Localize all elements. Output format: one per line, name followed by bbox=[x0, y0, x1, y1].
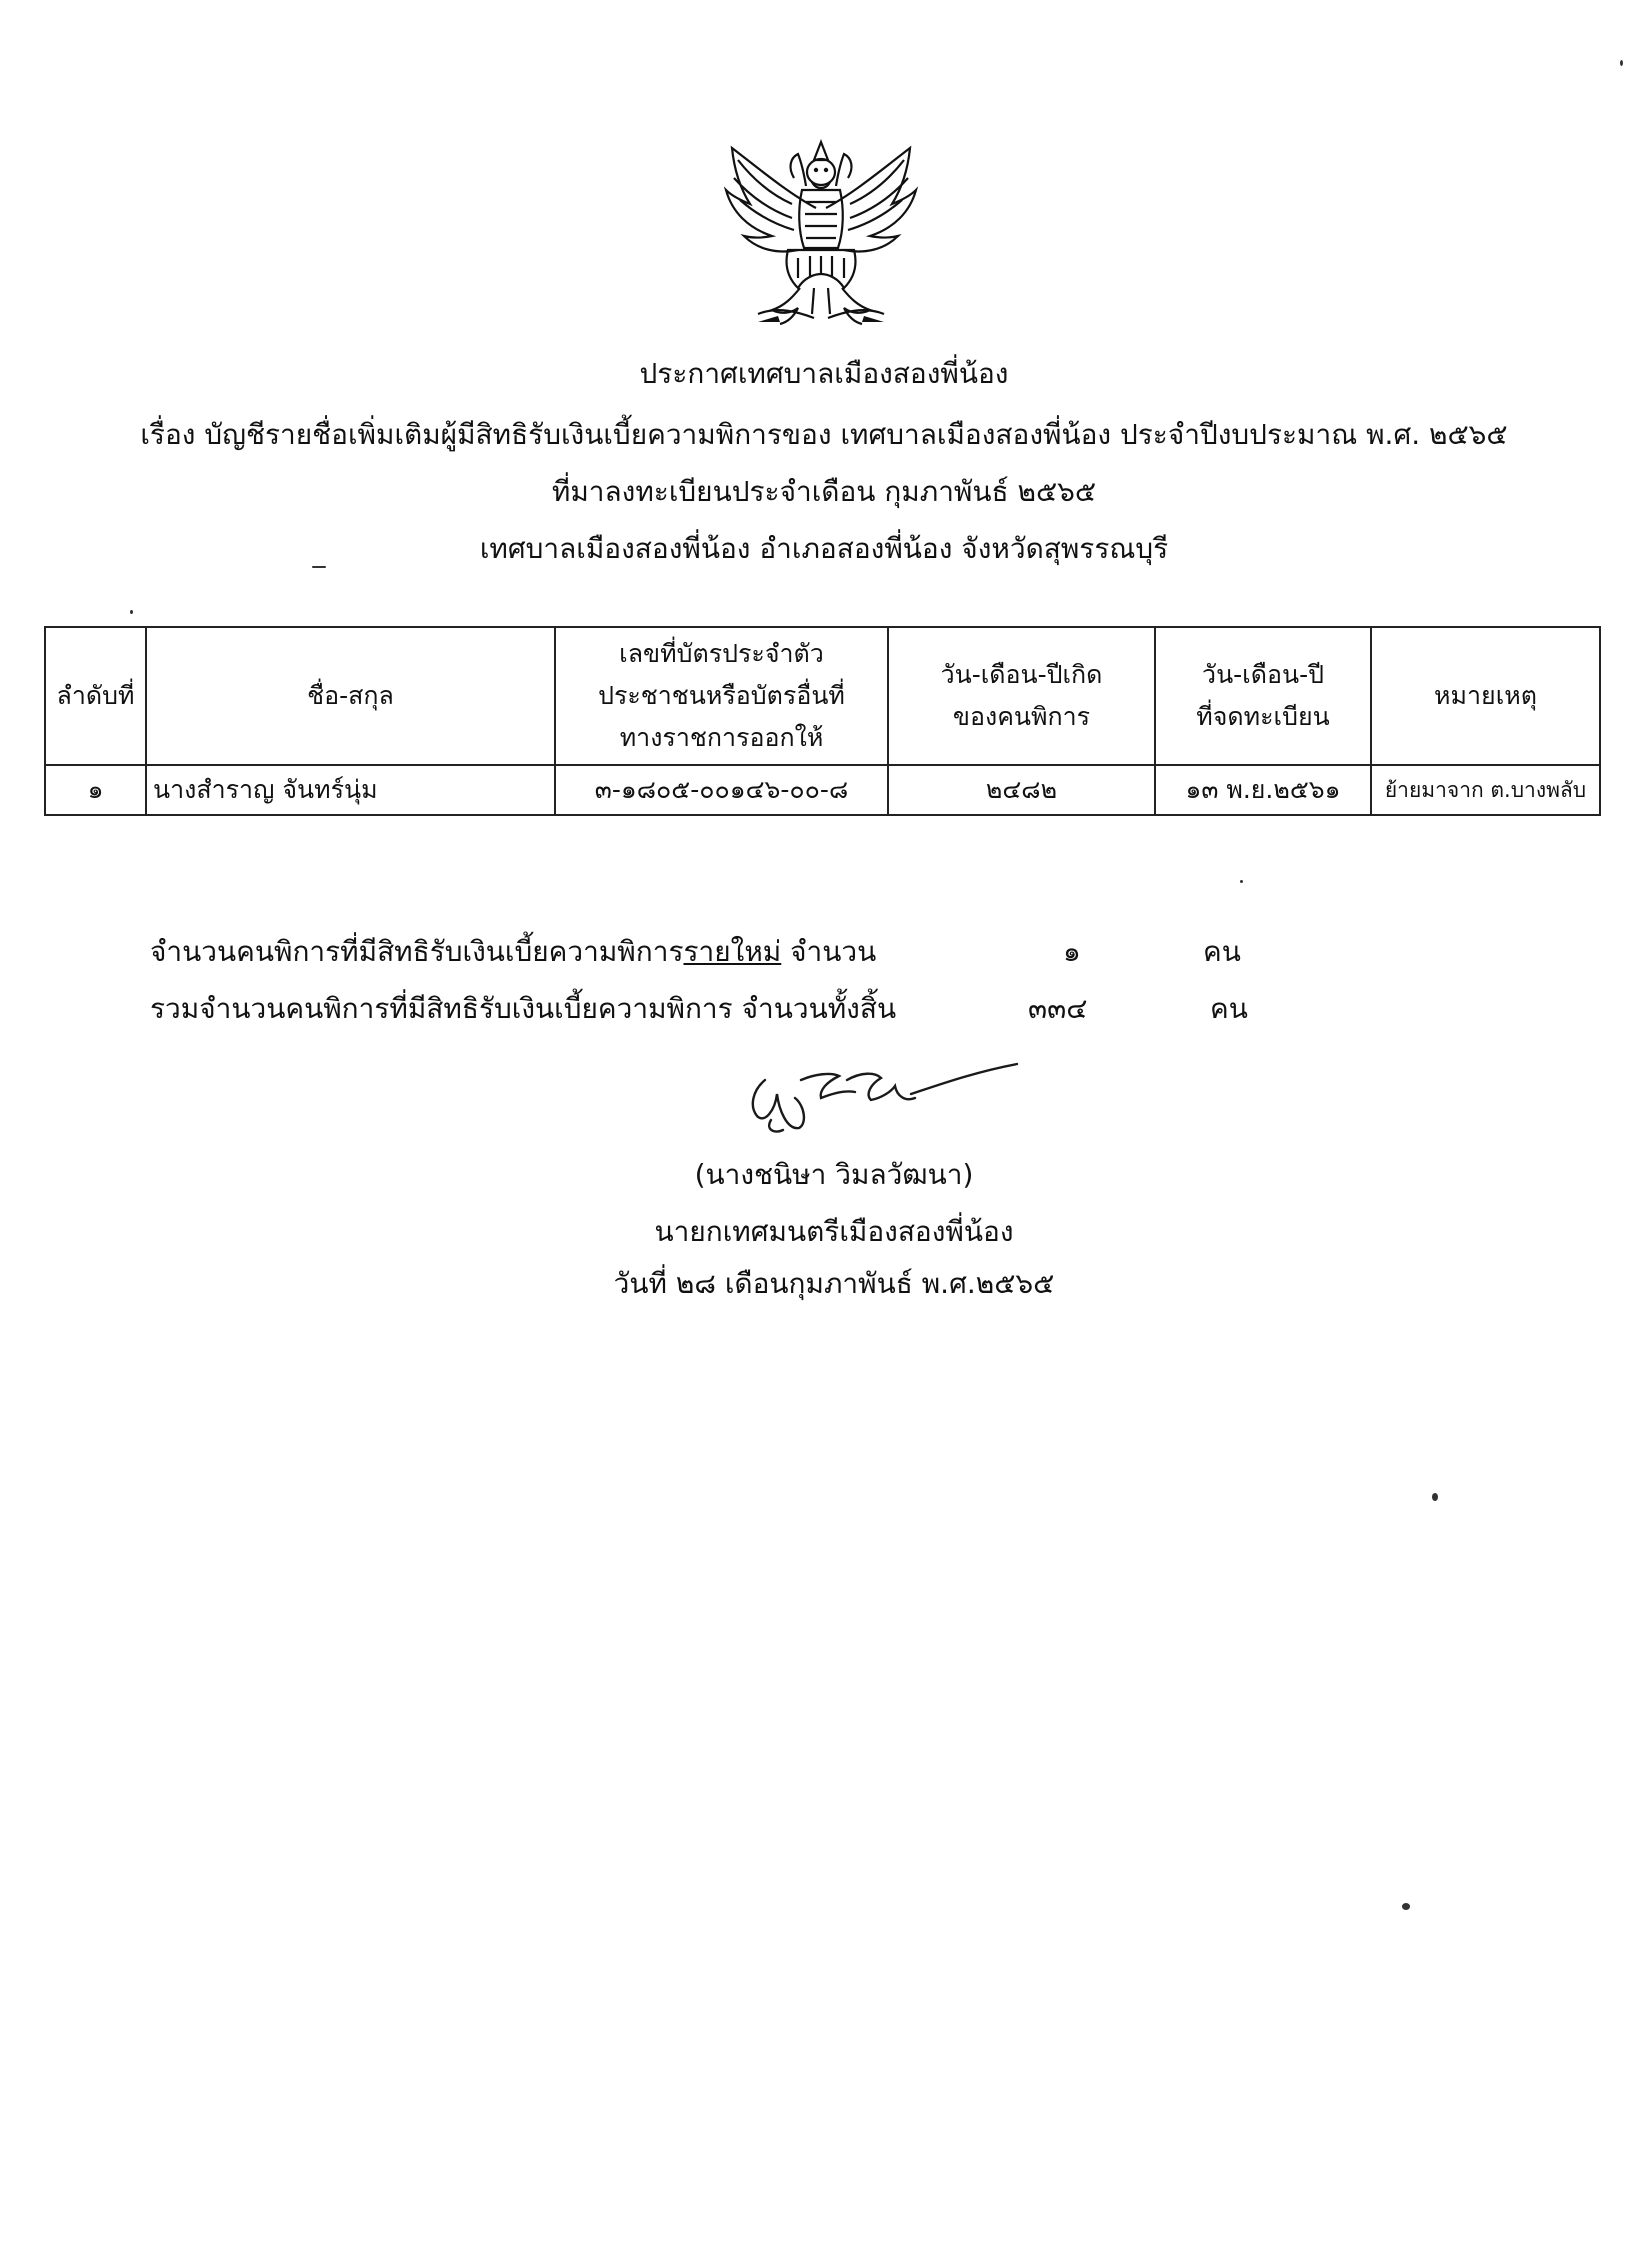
signature-date: วันที่ ๒๘ เดือนกุมภาพันธ์ พ.ศ.๒๕๖๕ bbox=[613, 1267, 1055, 1300]
col-header-registered bbox=[1155, 627, 1371, 765]
cell-birth-year: ๒๔๘๒ bbox=[888, 765, 1155, 815]
total-beneficiaries-unit: คน bbox=[1210, 992, 1248, 1025]
col-header-name: ชื่อ-สกุล bbox=[146, 627, 555, 765]
cell-registered-date: ๑๓ พ.ย.๒๕๖๑ bbox=[1155, 765, 1371, 815]
registration-month: ที่มาลงทะเบียนประจำเดือน กุมภาพันธ์ ๒๕๖๕ bbox=[551, 475, 1097, 508]
col-header-id-line1: เลขที่บัตรประจำตัว bbox=[619, 639, 824, 668]
col-header-dob-line1: วัน-เดือน-ปีเกิด bbox=[940, 660, 1103, 689]
new-beneficiaries-label bbox=[150, 930, 876, 974]
garuda-emblem bbox=[718, 138, 924, 328]
total-beneficiaries-count: ๓๓๔ bbox=[1028, 992, 1088, 1025]
cell-note: ย้ายมาจาก ต.บางพลับ bbox=[1371, 765, 1600, 815]
scan-speck bbox=[130, 610, 133, 614]
cell-name: นางสำราญ จันทร์นุ่ม bbox=[146, 765, 555, 815]
total-beneficiaries-label: รวมจำนวนคนพิการที่มีสิทธิรับเงินเบี้ยความพิการ จำนวนทั้งสิ้น bbox=[150, 992, 897, 1025]
col-header-id bbox=[555, 627, 888, 765]
col-header-id-line2: ประชาชนหรือบัตรอื่นที่ bbox=[598, 681, 845, 710]
col-header-id-line3: ทางราชการออกให้ bbox=[619, 723, 824, 752]
signatory-name: (นางชนิษา วิมลวัฒนา) bbox=[694, 1158, 974, 1191]
col-header-registered-line1: วัน-เดือน-ปี bbox=[1202, 660, 1324, 689]
mayor-signature bbox=[735, 1050, 1025, 1140]
signatory-title: นายกเทศมนตรีเมืองสองพี่น้อง bbox=[654, 1215, 1014, 1248]
announcement-subject: เรื่อง บัญชีรายชื่อเพิ่มเติมผู้มีสิทธิรับเงินเบี้ยความพิการของ เทศบาลเมืองสองพี่น้อง ประจำปีงบประมาณ พ.ศ. ๒๕๖๕ bbox=[140, 418, 1508, 451]
scan-speck bbox=[1402, 1903, 1410, 1910]
col-header-dob-line2: ของคนพิการ bbox=[952, 702, 1091, 731]
scan-speck bbox=[1432, 1493, 1438, 1501]
new-beneficiaries-count: ๑ bbox=[1063, 935, 1081, 968]
announcement-title: ประกาศเทศบาลเมืองสองพี่น้อง bbox=[639, 357, 1009, 390]
new-beneficiaries-unit: คน bbox=[1203, 935, 1241, 968]
col-header-seq: ลำดับที่ bbox=[45, 627, 146, 765]
scan-speck bbox=[312, 566, 326, 568]
new-label-pre: จำนวนคนพิการที่มีสิทธิรับเงินเบี้ยความพิการ bbox=[150, 935, 684, 968]
cell-id-number: ๓-๑๘๐๕-๐๐๑๔๖-๐๐-๘ bbox=[555, 765, 888, 815]
col-header-dob bbox=[888, 627, 1155, 765]
table-row bbox=[45, 765, 1600, 815]
table-header-row bbox=[45, 627, 1600, 765]
scan-speck bbox=[1240, 880, 1243, 883]
beneficiary-table bbox=[44, 626, 1601, 816]
col-header-note: หมายเหตุ bbox=[1371, 627, 1600, 765]
new-label-underlined: รายใหม่ bbox=[683, 935, 782, 968]
cell-seq: ๑ bbox=[45, 765, 146, 815]
scan-speck bbox=[1620, 60, 1623, 66]
new-label-post: จำนวน bbox=[781, 935, 877, 968]
municipality-location: เทศบาลเมืองสองพี่น้อง อำเภอสองพี่น้อง จังหวัดสุพรรณบุรี bbox=[479, 532, 1169, 565]
col-header-registered-line2: ที่จดทะเบียน bbox=[1196, 702, 1330, 731]
